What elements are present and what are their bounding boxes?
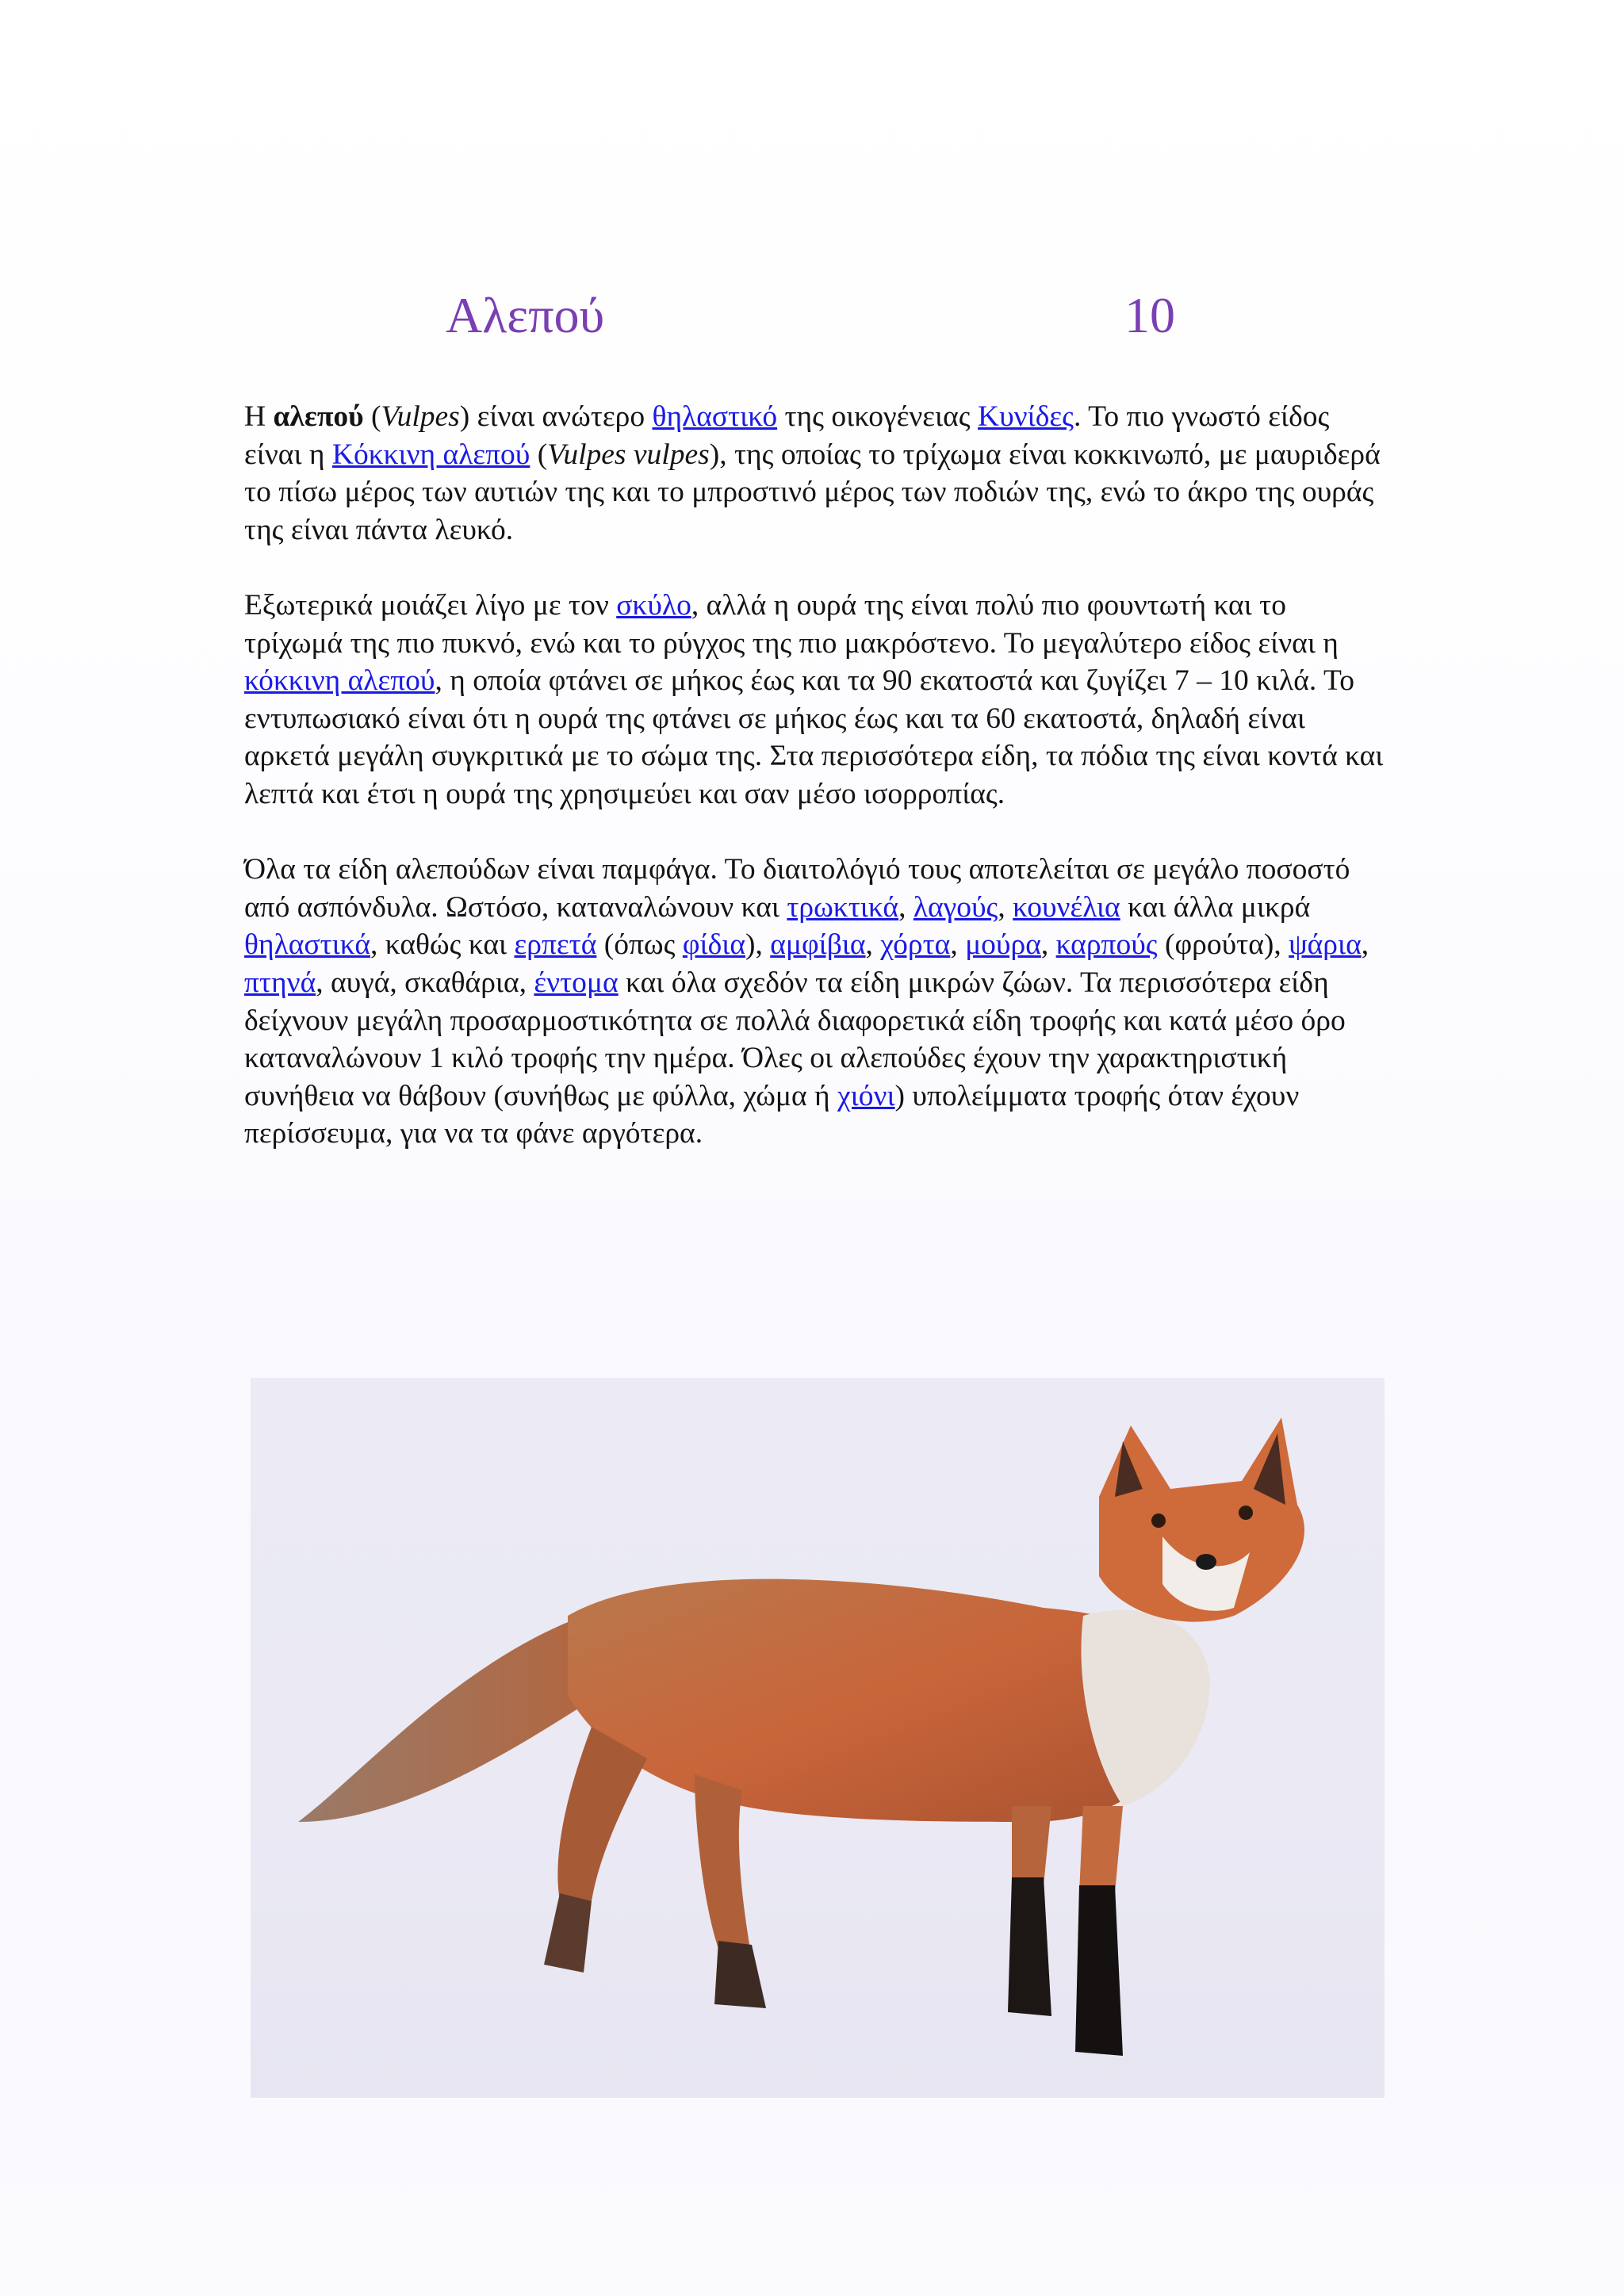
fox-illustration-icon bbox=[251, 1378, 1385, 2098]
article-link[interactable]: ερπετά bbox=[514, 928, 597, 962]
text-run: της οικογένειας bbox=[777, 400, 979, 433]
article-link[interactable]: λαγούς bbox=[913, 890, 998, 924]
article-link[interactable]: χόρτα bbox=[880, 928, 951, 962]
page-title: Αλεπού bbox=[446, 287, 605, 343]
text-run: ) είναι ανώτερο bbox=[459, 400, 653, 433]
text-run: . Το πιο γνωστό είδος είναι η bbox=[244, 400, 1330, 471]
text-run: , bbox=[865, 928, 881, 962]
text-run: και άλλα μικρά bbox=[1120, 890, 1311, 924]
article-link[interactable]: έντομα bbox=[534, 966, 619, 999]
text-run: Η bbox=[244, 400, 274, 433]
article-link[interactable]: καρπούς bbox=[1055, 928, 1158, 962]
text-run: ( bbox=[363, 400, 381, 433]
article-link[interactable]: θηλαστικά bbox=[244, 928, 370, 962]
article-link[interactable]: αμφίβια bbox=[770, 928, 866, 962]
text-run: , bbox=[998, 890, 1013, 924]
article-link[interactable]: χιόνι bbox=[837, 1079, 895, 1112]
article-link[interactable]: τρωκτικά bbox=[787, 890, 899, 924]
article-link[interactable]: θηλαστικό bbox=[652, 400, 778, 433]
article-link[interactable]: μούρα bbox=[965, 928, 1041, 962]
bold-term: αλεπού bbox=[273, 400, 364, 433]
text-run: Εξωτερικά μοιάζει λίγο με τον bbox=[244, 588, 617, 622]
text-run: , αλλά η ουρά της είναι πολύ πιο φουντωτή και το τρίχωμά της πιο πυκνό, ενώ και το ρύγχος της πιο μακρόστενο. Το μεγαλύτερο είδος είναι η bbox=[244, 588, 1339, 660]
text-run: ( bbox=[530, 438, 548, 471]
article-link[interactable]: πτηνά bbox=[244, 966, 316, 999]
text-run: Όλα τα είδη αλεπούδων είναι παμφάγα. Το διαιτολόγιό τους αποτελείται σε μεγάλο ποσοστό από ασπόνδυλα. Ωστόσο, καταναλώνουν και bbox=[244, 853, 1350, 924]
article-link[interactable]: σκύλο bbox=[616, 588, 691, 622]
article-link[interactable]: κουνέλια bbox=[1013, 890, 1120, 924]
text-run: (όπως bbox=[596, 928, 683, 962]
article-link[interactable]: Κυνίδες bbox=[978, 400, 1074, 433]
article-link[interactable]: ψάρια bbox=[1289, 928, 1362, 962]
article-body bbox=[244, 398, 1386, 1190]
italic-term: Vulpes vulpes bbox=[547, 438, 710, 471]
text-run: ), της οποίας το τρίχωμα είναι κοκκινωπό, με μαυριδερά το πίσω μέρος των αυτιών της και το μπροστινό μέρος των ποδιών της, ενώ το άκρο της ουράς της είναι πάντα λευκό. bbox=[244, 438, 1381, 546]
text-run: , αυγά, σκαθάρια, bbox=[316, 966, 534, 999]
text-run: , bbox=[950, 928, 966, 962]
fox-photo bbox=[251, 1378, 1385, 2098]
text-run: ) υπολείμματα τροφής όταν έχουν περίσσευμα, για να τα φάνε αργότερα. bbox=[244, 1079, 1300, 1150]
text-run: , bbox=[1361, 928, 1369, 962]
text-run: , καθώς και bbox=[370, 928, 515, 962]
text-run: (φρούτα), bbox=[1157, 928, 1289, 962]
article-link[interactable]: Κόκκινη αλεπού bbox=[331, 438, 530, 471]
page-number: 10 bbox=[1124, 287, 1175, 343]
text-run: , bbox=[898, 890, 914, 924]
text-run: και όλα σχεδόν τα είδη μικρών ζώων. Τα περισσότερα είδη δείχνουν μεγάλη προσαρμοστικότητα σε πολλά διαφορετικά είδη τροφής και κατά μέσο όρο καταναλώνουν 1 κιλό τροφής την ημέρα. Όλες οι αλεπούδες έχουν την χαρακτηριστική συνήθεια να θάβουν (συνήθως με φύλλα, χώμα ή bbox=[244, 966, 1346, 1112]
paragraph-appearance bbox=[244, 587, 1386, 813]
paragraph-diet bbox=[244, 851, 1386, 1153]
italic-term: Vulpes bbox=[381, 400, 460, 433]
text-run: , bbox=[1040, 928, 1056, 962]
paragraph-intro bbox=[244, 398, 1386, 549]
text-run: ), bbox=[745, 928, 771, 962]
text-run: , η οποία φτάνει σε μήκος έως και τα 90 εκατοστά και ζυγίζει 7 – 10 κιλά. Το εντυπωσιακό είναι ότι η ουρά της φτάνει σε μήκος έως και τα 60 εκατοστά, δηλαδή είναι αρκετά μεγάλη συγκριτικά με το σώμα της. Στα περισσότερα είδη, τα πόδια της είναι κοντά και λεπτά και έτσι η ουρά της χρησιμεύει και σαν μέσο ισορροπίας. bbox=[244, 664, 1384, 810]
article-link[interactable]: κόκκινη αλεπού bbox=[244, 664, 435, 698]
article-link[interactable]: φίδια bbox=[682, 928, 745, 962]
